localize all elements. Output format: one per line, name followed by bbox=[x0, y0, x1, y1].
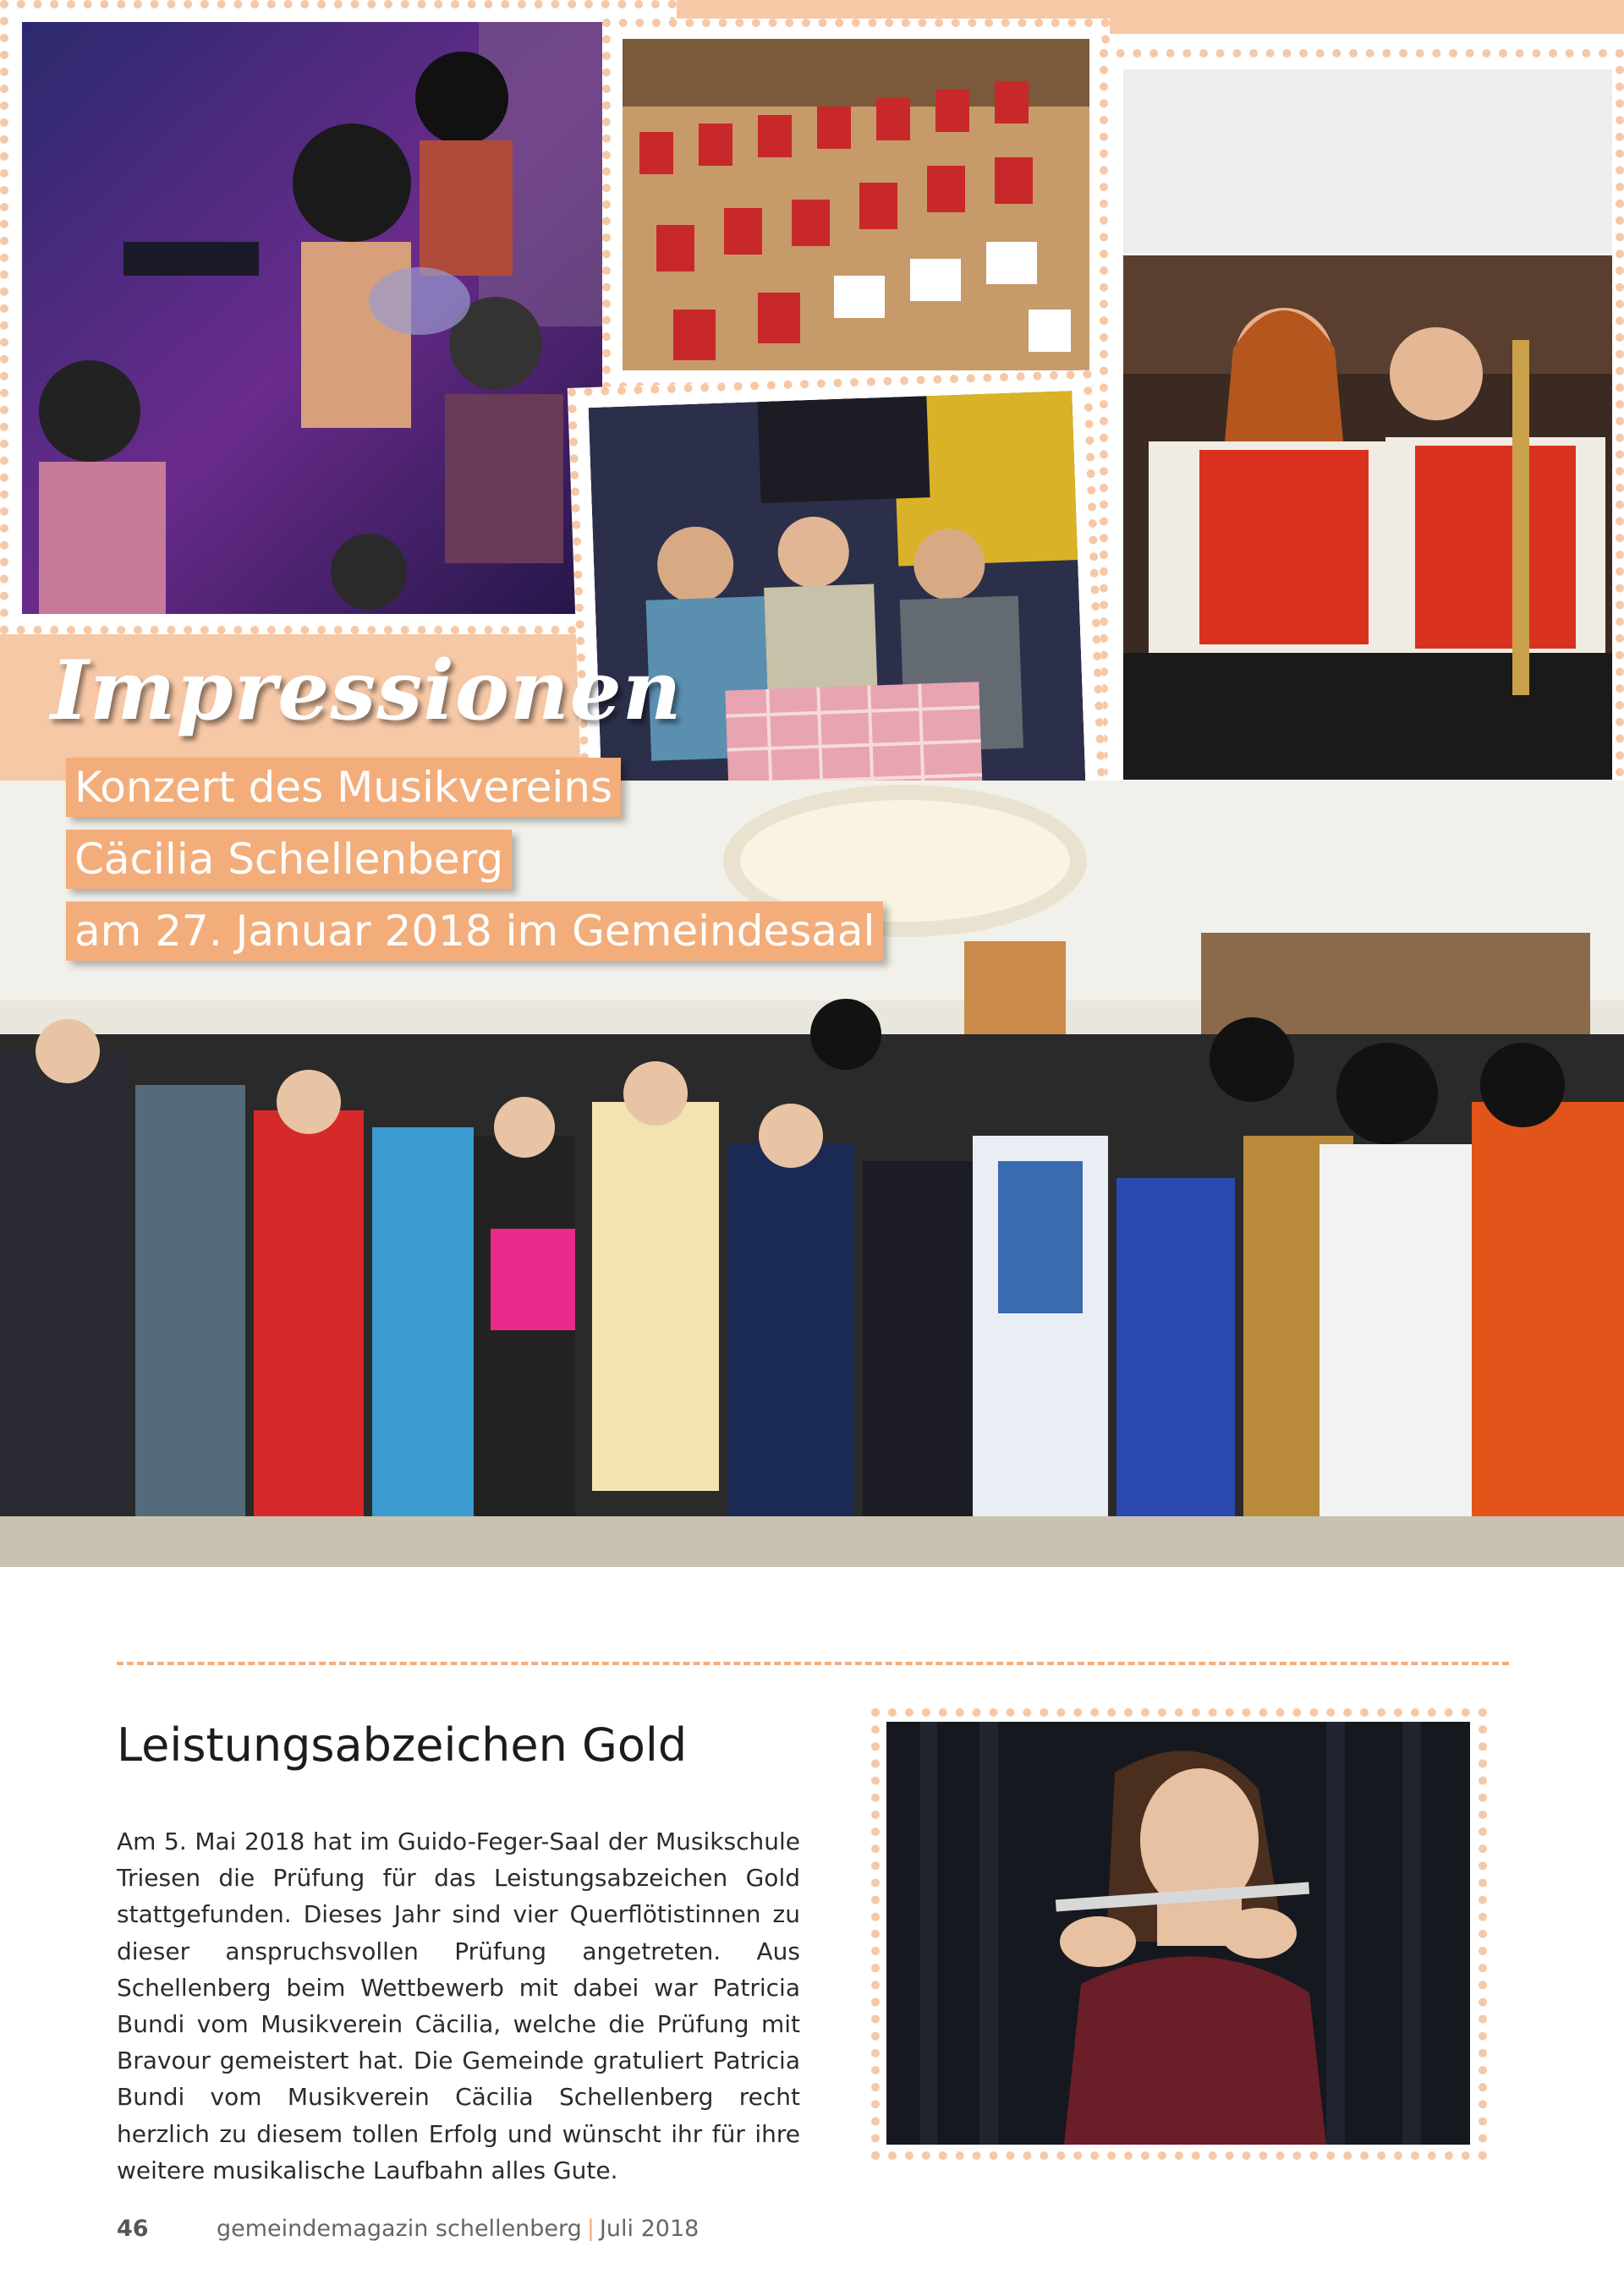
group-photo bbox=[0, 781, 1624, 1567]
page-number: 46 bbox=[117, 2216, 149, 2242]
orchestra-photo bbox=[623, 39, 1089, 370]
article-body: Am 5. Mai 2018 hat im Guido-Feger-Saal der Musikschule Triesen die Prüfung für das Leistungsabzeichen Gold stattgefunden. Dieses Jahr sind vier Querflötistinnen zu dieser anspruchsvollen Prüfung angetreten. Aus Schellenberg beim Wettbewerb mit dabei war Patricia Bundi vom Musikverein Cäcilia, welche die Prüfung mit Bravour gemeistert hat. Die Gemeinde gratuliert Patricia Bundi vom Musikverein Cäcilia Schellenberg recht herzlich zu diesem tollen Erfolg und wünscht ihr für ihre weitere musikalische Laufbahn alles Gute. bbox=[117, 1827, 800, 2184]
section-divider bbox=[117, 1662, 1509, 1665]
subline-date-venue: am 27. Januar 2018 im Gemeindesaal bbox=[66, 901, 883, 961]
magazine-name: gemeindemagazin schellenberg bbox=[217, 2216, 582, 2242]
table-scene-photo bbox=[589, 391, 1087, 824]
footer-magazine bbox=[217, 2216, 699, 2242]
headline-impressionen: Impressionen bbox=[51, 643, 683, 738]
footer-separator: | bbox=[586, 2216, 595, 2242]
issue-date: Juli 2018 bbox=[599, 2216, 700, 2242]
subline-concert: Konzert des Musikvereins bbox=[66, 758, 621, 817]
photo-stamp-flute bbox=[871, 1708, 1487, 2160]
conductors-blank-area bbox=[1123, 69, 1612, 254]
band-photo bbox=[22, 22, 655, 614]
photo-stamp-table bbox=[568, 370, 1107, 844]
conductors-photo bbox=[1123, 255, 1612, 780]
photo-stamp-orchestra bbox=[602, 19, 1110, 391]
article-title: Leistungsabzeichen Gold bbox=[117, 1718, 688, 1772]
flute-player-photo bbox=[886, 1722, 1470, 2145]
photo-stamp-conductors bbox=[1100, 49, 1624, 810]
subline-association: Cäcilia Schellenberg bbox=[66, 830, 512, 889]
